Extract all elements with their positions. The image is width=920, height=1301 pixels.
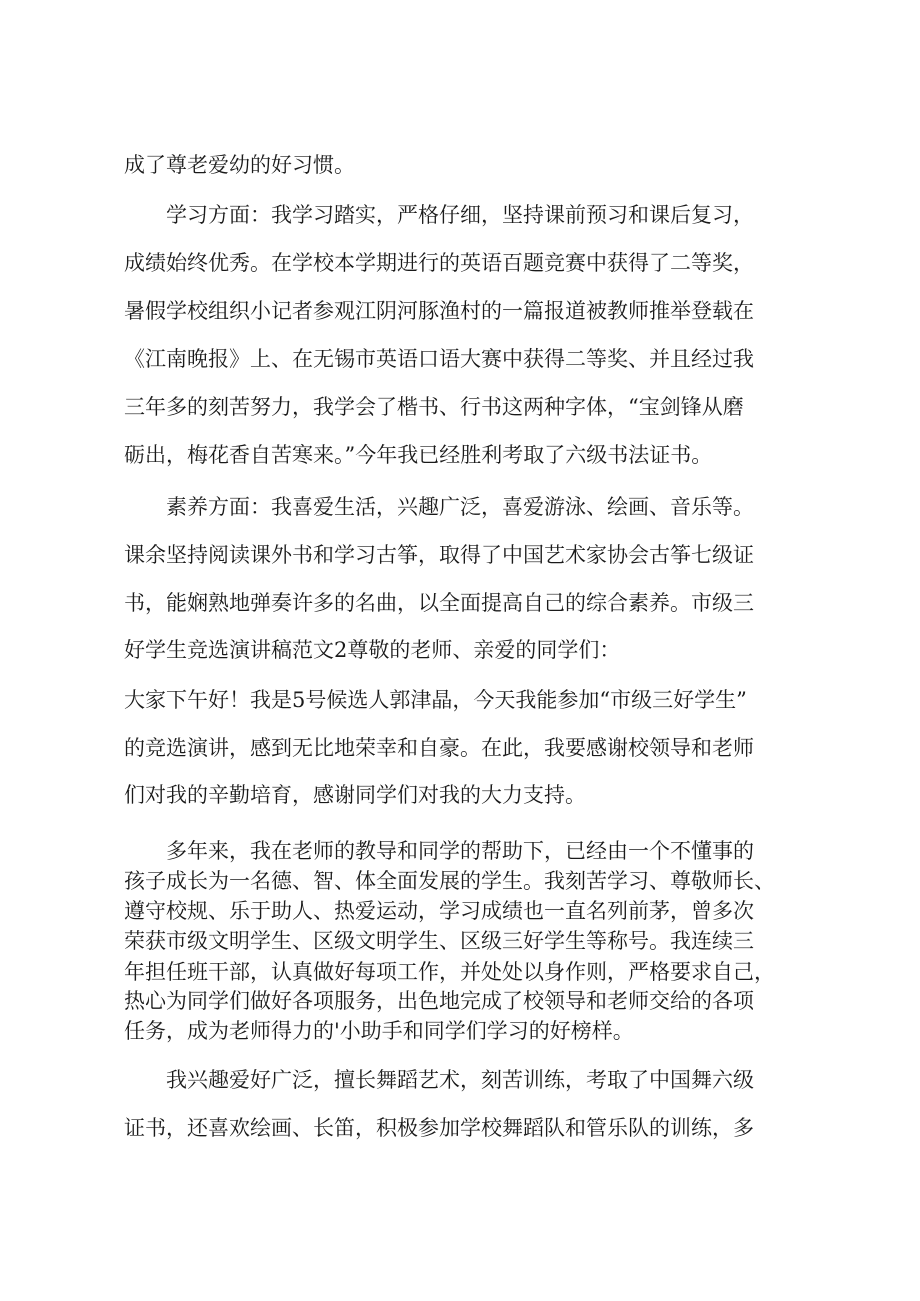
text-line: 热心为同学们做好各项服务，出色地完成了校领导和老师交给的各项	[124, 989, 754, 1013]
text-line: 成了尊老爱幼的好习惯。	[124, 153, 355, 177]
text-line: 三年多的刻苦努力，我学会了楷书、行书这两种字体，“宝剑锋从磨	[124, 395, 744, 419]
text-line: 暑假学校组织小记者参观江阴河豚渔村的一篇报道被教师推举登载在	[124, 299, 754, 323]
text-line: 孩子成长为一名德、智、体全面发展的学生。我刻苦学习、尊敬师长、	[124, 869, 775, 893]
text-line: 荣获市级文明学生、区级文明学生、区级三好学生等称号。我连续三	[124, 929, 754, 953]
text-line: 遵守校规、乐于助人、热爱运动，学习成绩也一直名列前茅，曾多次	[124, 899, 754, 923]
text-line: 任务，成为老师得力的'小助手和同学们学习的好榜样。	[124, 1019, 634, 1043]
text-line: 年担任班干部，认真做好每项工作，并处处以身作则，严格要求自己，	[124, 960, 775, 984]
text-line: 证书，还喜欢绘画、长笛，积极参加学校舞蹈队和管乐队的训练，多	[124, 1116, 754, 1140]
text-line: 书，能娴熟地弹奏许多的名曲，以全面提高自己的综合素养。市级三	[124, 591, 754, 615]
paragraph-first-line: 我兴趣爱好广泛，擅长舞蹈艺术，刻苦训练，考取了中国舞六级	[166, 1068, 754, 1092]
text-line: 砺出，梅花香自苦寒来。”今年我已经胜利考取了六级书法证书。	[124, 443, 713, 467]
paragraph-first-line: 多年来，我在老师的教导和同学的帮助下，已经由一个不懂事的	[166, 839, 754, 863]
text-line: 好学生竞选演讲稿范文2尊敬的老师、亲爱的同学们：	[124, 638, 621, 662]
text-line: 大家下午好！我是5号候选人郭津晶，今天我能参加“市级三好学生”	[124, 688, 747, 712]
text-line: 成绩始终优秀。在学校本学期进行的英语百题竞赛中获得了二等奖，	[124, 251, 754, 275]
paragraph-first-line: 素养方面：我喜爱生活，兴趣广泛，喜爱游泳、绘画、音乐等。	[166, 495, 754, 519]
text-line: 课余坚持阅读课外书和学习古筝，取得了中国艺术家协会古筝七级证	[124, 543, 754, 567]
paragraph-first-line: 学习方面：我学习踏实，严格仔细，坚持课前预习和课后复习，	[166, 203, 754, 227]
text-line: 《江南晚报》上、在无锡市英语口语大赛中获得二等奖、并且经过我	[124, 347, 754, 371]
text-line: 们对我的辛勤培育，感谢同学们对我的大力支持。	[124, 783, 586, 807]
text-line: 的竞选演讲，感到无比地荣幸和自豪。在此，我要感谢校领导和老师	[124, 736, 754, 760]
